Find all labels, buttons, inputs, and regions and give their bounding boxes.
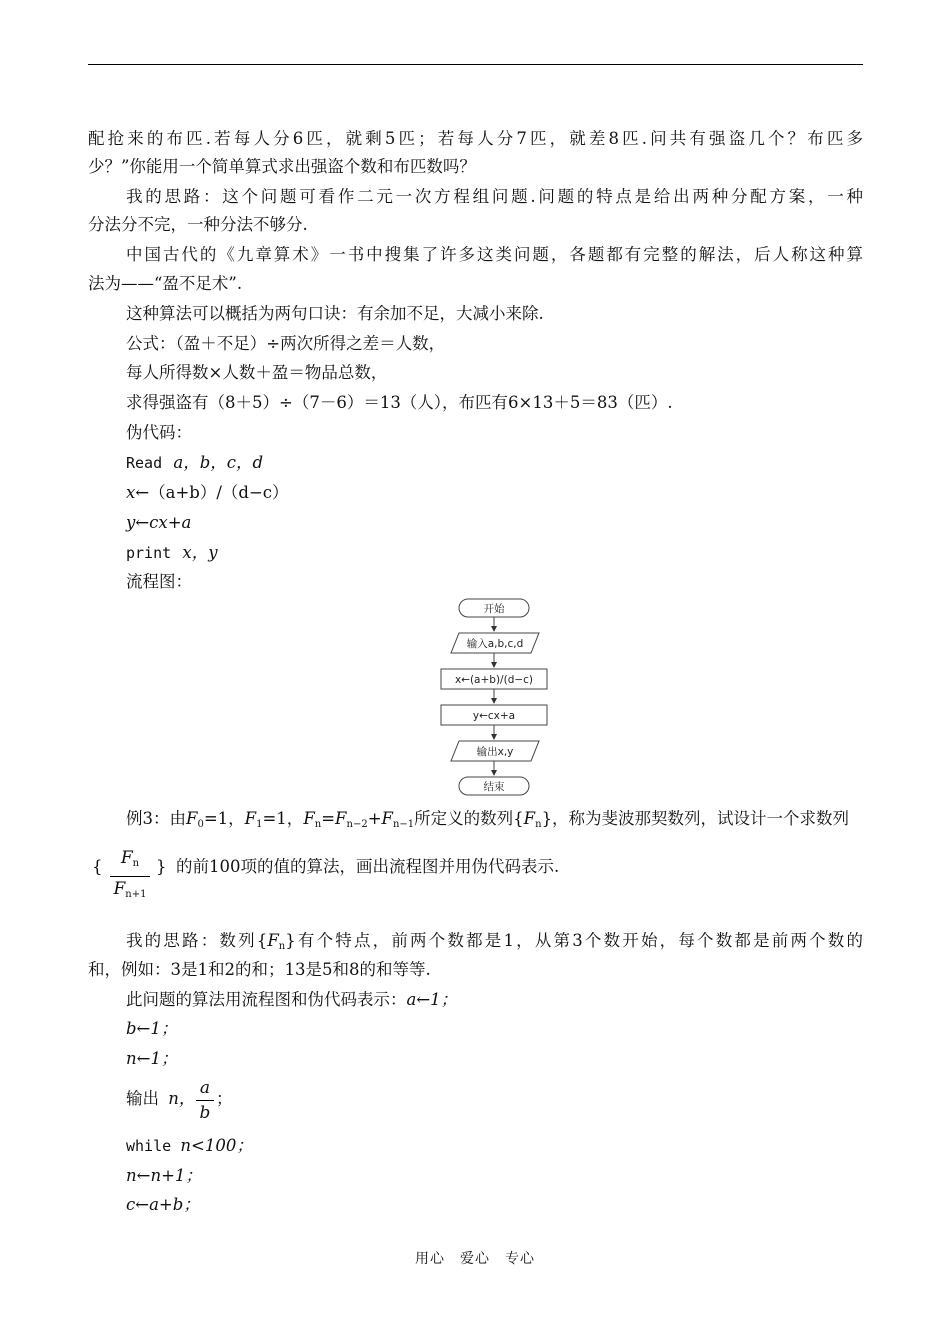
svg-text:x←(a+b)/(d−c): x←(a+b)/(d−c) [454, 674, 534, 686]
code-line-while: while n<100； [126, 1136, 253, 1155]
flow-assign-x [441, 669, 547, 689]
text-line: 分法分不完，一种分法不够分. [88, 215, 308, 234]
header-rule [88, 64, 863, 65]
code-line: n←1； [126, 1049, 178, 1068]
text-line: 这种算法可以概括为两句口诀：有余加不足，大减小来除. [126, 304, 544, 323]
flowchart [436, 595, 556, 800]
svg-text:输入a,b,c,d: 输入a,b,c,d [466, 638, 524, 650]
flow-end [459, 777, 529, 795]
text-line: 法为——“盈不足术”. [88, 274, 243, 293]
code-var: y [126, 513, 136, 532]
code-line-assign-y [126, 512, 191, 534]
code-line: c←a+b； [126, 1195, 200, 1214]
code-expr: ←cx+a [135, 513, 192, 532]
svg-text:输出x,y: 输出x,y [476, 746, 514, 758]
flow-start [459, 599, 529, 617]
code-line: n←n+1； [126, 1166, 202, 1185]
code-line-assign-x [126, 482, 289, 504]
page-footer: 用心 爱心 专心 [415, 1251, 535, 1267]
fraction-ab: a b [196, 1078, 214, 1123]
code-line-output: 输出 n， [126, 1089, 196, 1108]
code-var: x [126, 483, 136, 502]
brace-close: } [156, 857, 167, 876]
example3-line1: 例3：由$F_0=1$，$F_1=1$，$F_n=F_{n-2}+F_{n-1}$所定义的数列$\{F_n\}$，称为斐波那契数列，试设计一个求数列 [126, 809, 850, 830]
text-line: 和，例如：3是1和2的和；13是5和8的和等等. [88, 960, 431, 979]
text-line: 我的思路：这个问题可看作二元一次方程组问题.问题的特点是给出两种分配方案，一种 [126, 187, 863, 206]
brace-open: { [92, 857, 103, 876]
text-line: 伪代码： [126, 423, 192, 442]
fraction-fn: $F_n$ $F_{n+1}$ [110, 848, 150, 905]
code-line-read [126, 452, 263, 474]
text-line: 公式：（盈＋不足）÷两次所得之差＝人数， [126, 334, 446, 353]
text-line: 每人所得数×人数＋盈＝物品总数， [126, 363, 388, 382]
semicolon: ； [216, 1089, 233, 1108]
flow-output [451, 741, 539, 761]
text-line: 配抢来的布匹.若每人分6匹，就剩5匹；若每人分7匹，就差8匹.问共有强盗几个？布匹多 [88, 129, 863, 148]
text-line: 求得强盗有（8＋5）÷（7－6）＝13（人），布匹有6×13＋5＝83（匹）. [126, 393, 673, 412]
idea2-line1: 我的思路：数列$\{F_n\}$有个特点，前两个数都是1，从第3个数开始，每个数都是前两个数的 [126, 931, 863, 952]
text-line: 少？”你能用一个简单算式求出强盗个数和布匹数吗？ [88, 157, 476, 176]
code-line-print [126, 542, 218, 564]
flowchart-label: 流程图： [126, 572, 192, 591]
idea2-line3: 此问题的算法用流程图和伪代码表示：a←1； [126, 990, 458, 1009]
code-keyword: Read [126, 454, 163, 472]
text-line: 的前100项的值的算法，画出流程图并用伪代码表示. [176, 857, 560, 876]
code-expr: ←（a+b）/（d−c） [135, 483, 289, 502]
svg-text:y←cx+a: y←cx+a [472, 710, 516, 722]
svg-text:开始: 开始 [483, 603, 505, 615]
svg-text:结束: 结束 [483, 781, 505, 793]
flow-input [451, 633, 539, 653]
code-vars: x，y [182, 543, 218, 562]
flow-assign-y [441, 705, 547, 725]
code-line: b←1； [126, 1019, 178, 1038]
code-keyword: print [126, 544, 172, 562]
text-line: 中国古代的《九章算术》一书中搜集了许多这类问题，各题都有完整的解法，后人称这种算 [126, 245, 863, 264]
code-vars: a，b，c，d [173, 453, 264, 472]
